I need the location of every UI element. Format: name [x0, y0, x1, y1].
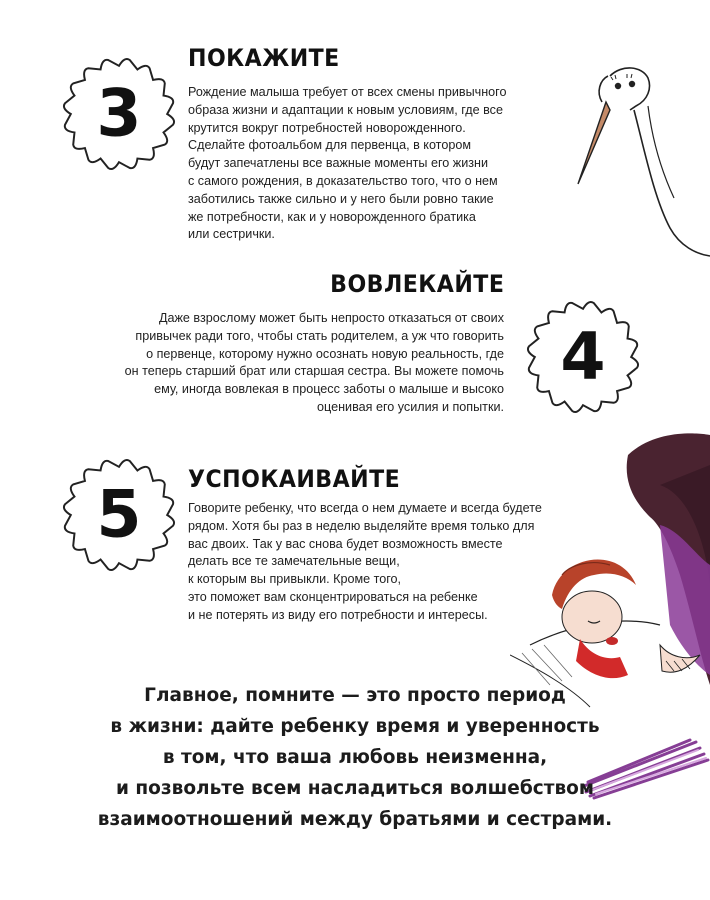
- number-badge-4: [524, 298, 642, 416]
- section-paragraph-5: [188, 500, 542, 625]
- number-badge-3: [60, 55, 178, 173]
- section-paragraph-4: [125, 310, 504, 417]
- paragraph-line: Рождение малыша требует от всех смены привычного: [188, 85, 507, 99]
- paragraph-line: заботились также сильно и у него были ровно такие: [188, 191, 494, 206]
- paragraph-line: крутится вокруг потребностей новорожденного.: [188, 120, 466, 135]
- scalloped-badge-5-icon: [60, 456, 178, 574]
- paragraph-line: или сестрички.: [188, 227, 275, 242]
- closing-line: в том, что ваша любовь неизменна,: [162, 747, 548, 768]
- paragraph-line: же потребности, как и у новорожденного братика: [188, 209, 476, 224]
- paragraph-line: Сделайте фотоальбом для первенца, в котором: [188, 138, 471, 153]
- closing-line: Главное, помните — это просто период: [144, 685, 566, 706]
- paragraph-line: вас двоих. Так у вас снова будет возможность вместе: [188, 536, 503, 551]
- paragraph-line: привычек ради того, чтобы стать родителем, а уж что говорить: [135, 328, 504, 343]
- scalloped-badge-4-icon: [524, 298, 642, 416]
- closing-line: в жизни: дайте ребенку время и уверенность: [110, 716, 600, 737]
- paragraph-line: делать все те замечательные вещи,: [188, 554, 400, 569]
- paragraph-line: образа жизни и адаптации к новым условиям, где все: [188, 102, 503, 117]
- badge-number: 4: [560, 319, 606, 395]
- paragraph-line: ему, иногда вовлекая в процесс заботы о малыше и высоко: [154, 382, 504, 397]
- paragraph-line: к которым вы привыкли. Кроме того,: [188, 572, 402, 587]
- paragraph-line: и не потерять из виду его потребности и интересы.: [188, 607, 488, 622]
- section-paragraph-3: [188, 84, 507, 244]
- stork-illustration: [570, 58, 710, 258]
- paragraph-line: оценивая его усилия и попытки.: [317, 399, 504, 414]
- paragraph-line: с самого рождения, в доказательство того, что о нем: [188, 173, 498, 188]
- section-title: ПОКАЖИТЕ: [188, 44, 340, 72]
- paragraph-line: рядом. Хотя бы раз в неделю выделяйте время только для: [188, 518, 535, 533]
- scalloped-badge-3-icon: [60, 55, 178, 173]
- paragraph-line: будут запечатлены все важные моменты его жизни: [188, 156, 489, 171]
- closing-line: взаимоотношений между братьями и сестрами.: [97, 809, 613, 830]
- paragraph-line: он теперь старший брат или старшая сестра. Вы можете помочь: [124, 364, 504, 379]
- section-title: УСПОКАИВАЙТЕ: [188, 465, 401, 493]
- paragraph-line: Говорите ребенку, что всегда о нем думаете и всегда будете: [188, 501, 542, 515]
- paragraph-line: Даже взрослому может быть непросто отказаться от своих: [158, 311, 504, 325]
- badge-number: 3: [96, 76, 142, 152]
- paragraph-line: о первенце, которому нужно осознать новую реальность, где: [146, 346, 504, 361]
- closing-line: и позвольте всем насладиться волшебством: [116, 778, 594, 799]
- number-badge-5: [60, 456, 178, 574]
- section-title: ВОВЛЕКАЙТЕ: [329, 270, 504, 298]
- paragraph-line: это поможет вам сконцентрироваться на ребенке: [188, 589, 478, 604]
- closing-statement: [90, 680, 620, 835]
- badge-number: 5: [96, 477, 142, 553]
